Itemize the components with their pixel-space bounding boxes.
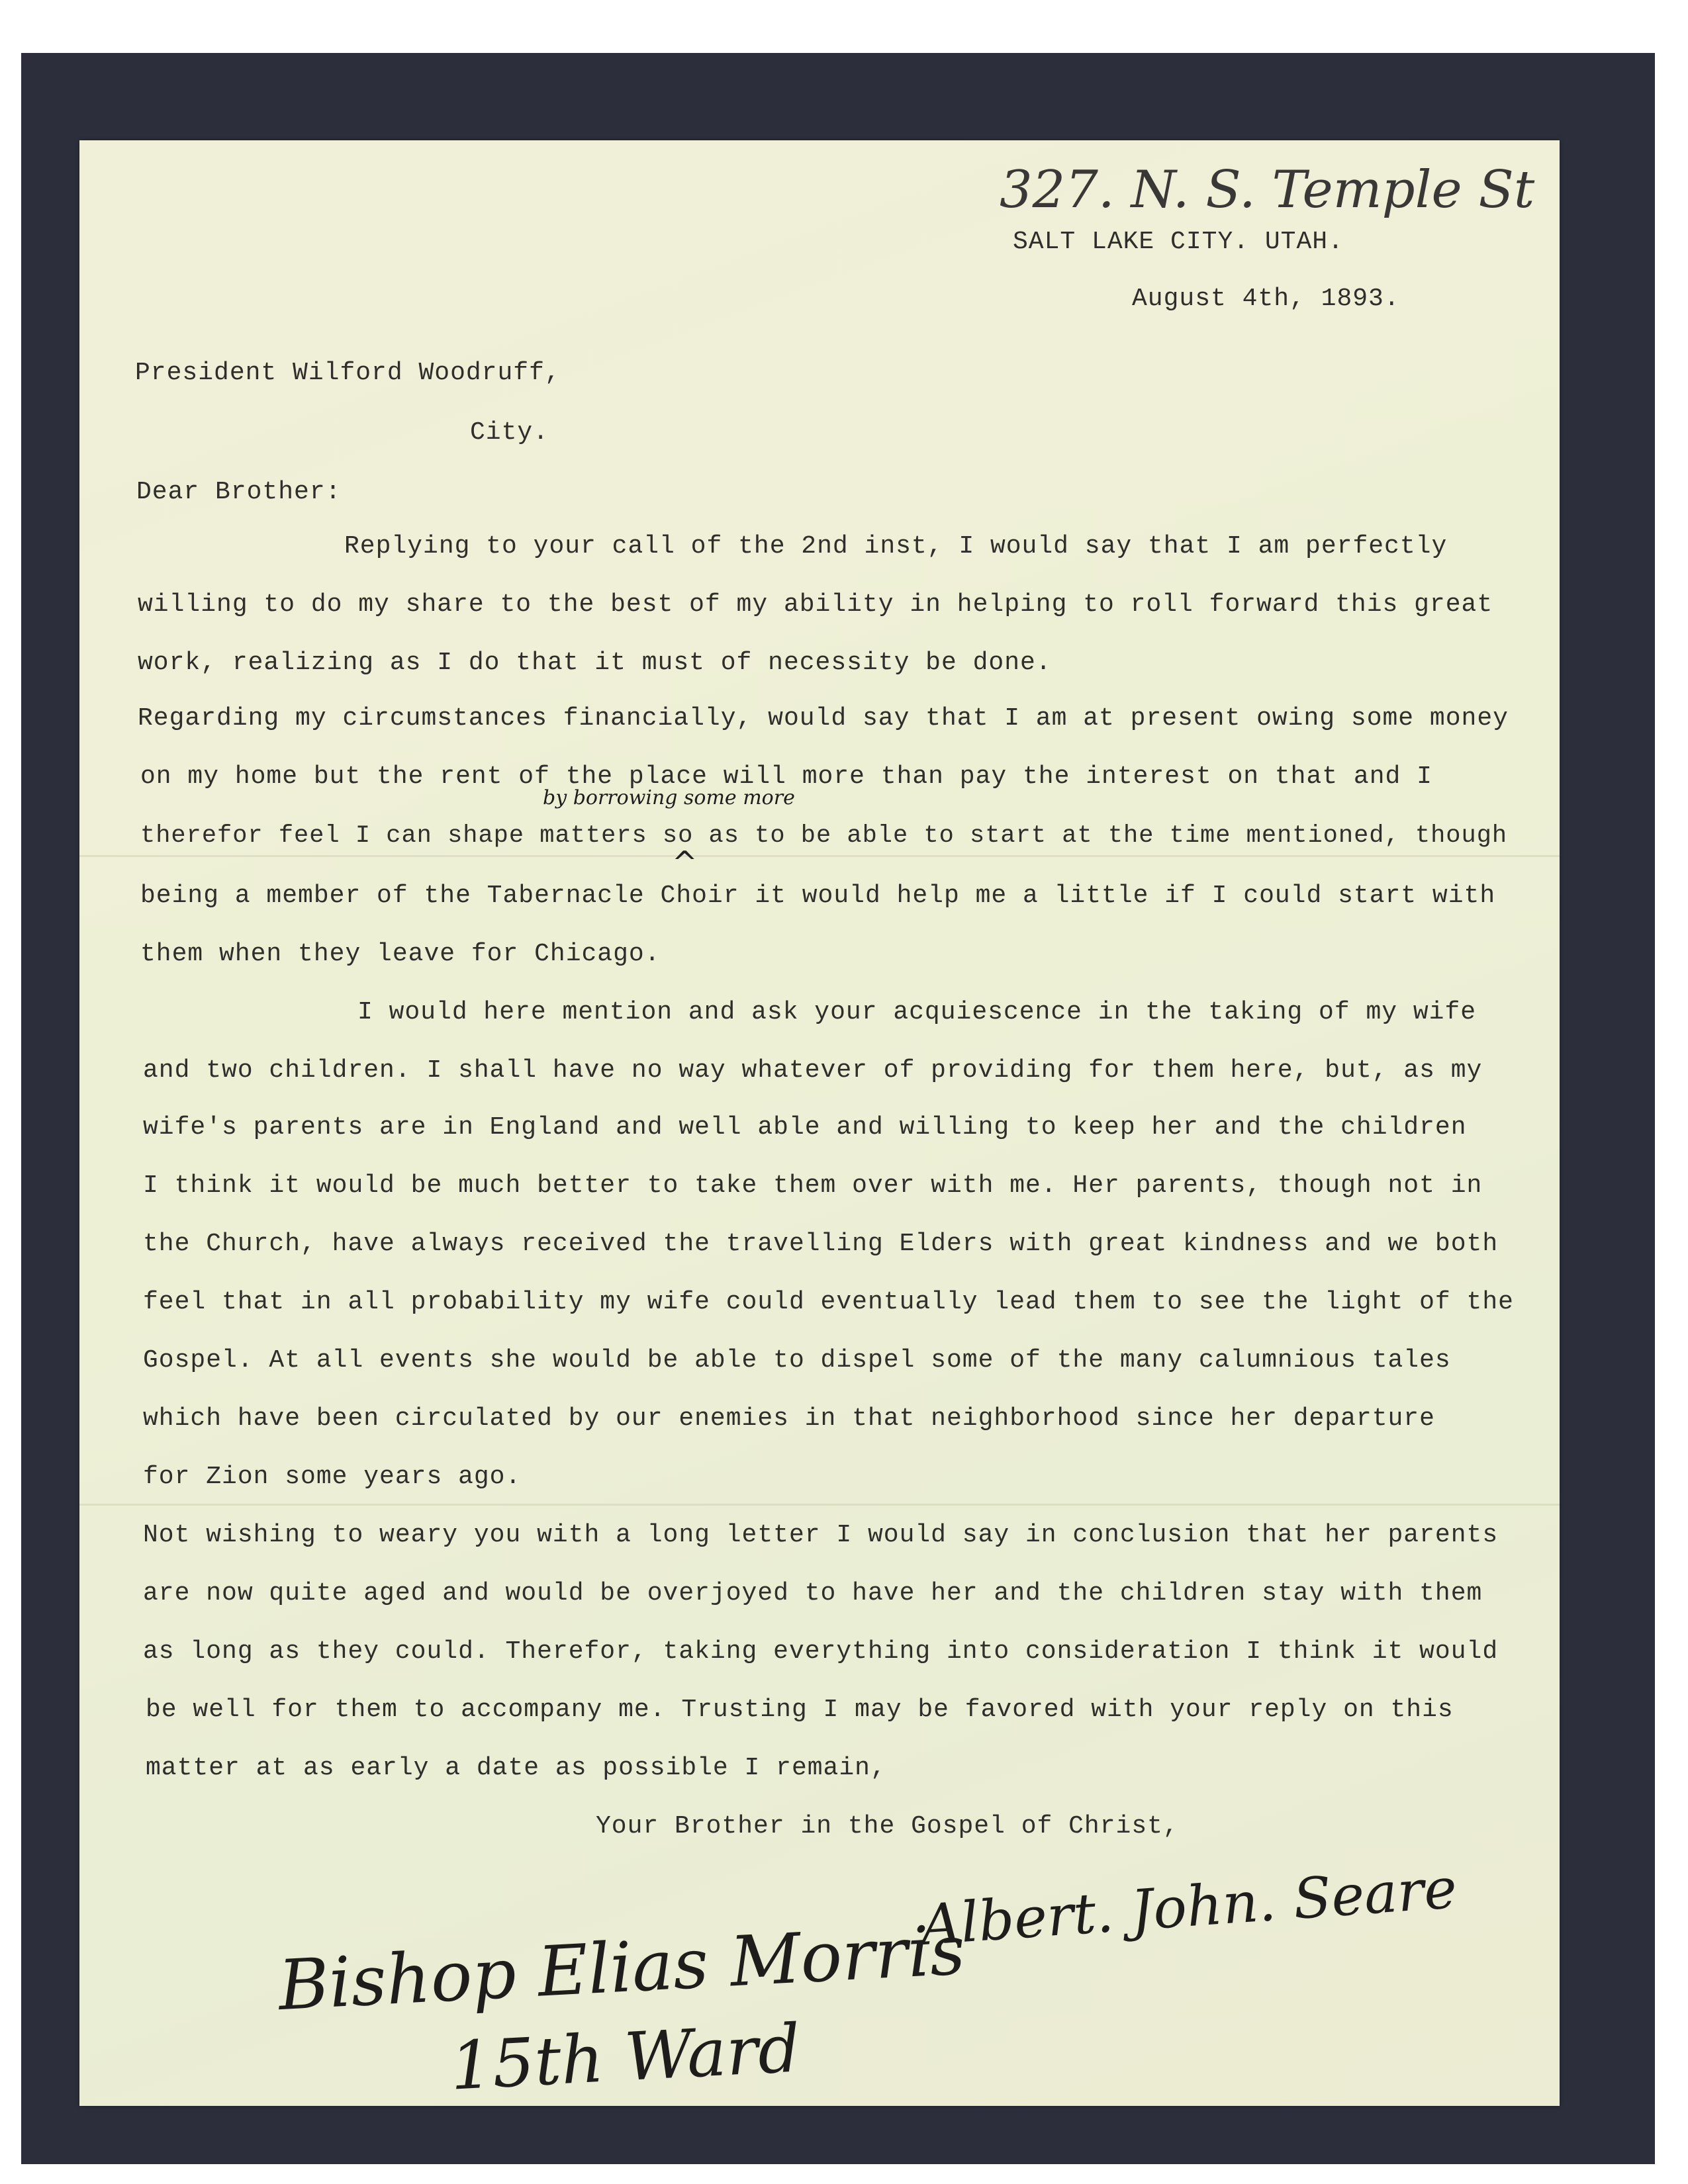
interlinear-insertion: by borrowing some more	[543, 786, 795, 809]
letterhead-city: SALT LAKE CITY. UTAH.	[1013, 228, 1344, 256]
paper-fold-line	[79, 855, 1560, 857]
body-line: wife's parents are in England and well able and willing to keep her and the children	[143, 1113, 1467, 1142]
signature: Albert. John. Seare	[918, 1855, 1459, 1958]
body-line: on my home but the rent of the place will more than pay the interest on that and I	[140, 762, 1432, 791]
insertion-caret: ^	[672, 844, 698, 880]
body-line: and two children. I shall have no way whatever of providing for them here, but, as my	[143, 1056, 1483, 1085]
body-line: Not wishing to weary you with a long letter I would say in conclusion that her parents	[143, 1521, 1499, 1549]
body-line: which have been circulated by our enemies in that neighborhood since her departure	[143, 1404, 1435, 1433]
body-line: Regarding my circumstances financially, would say that I am at present owing some money	[138, 704, 1509, 733]
body-line: be well for them to accompany me. Trusting I may be favored with your reply on this	[146, 1696, 1454, 1724]
body-line: work, realizing as I do that it must of necessity be done.	[138, 649, 1052, 677]
salutation: Dear Brother:	[136, 478, 342, 506]
body-line: for Zion some years ago.	[143, 1463, 522, 1491]
addressee-city: City.	[470, 418, 549, 447]
complimentary-close: Your Brother in the Gospel of Christ,	[596, 1812, 1179, 1841]
endorsement-bishop: Bishop Elias Morris	[276, 1909, 967, 2026]
body-line: I would here mention and ask your acquiescence in the taking of my wife	[357, 998, 1477, 1026]
body-line: the Church, have always received the travelling Elders with great kindness and we both	[143, 1230, 1499, 1258]
addressee-name: President Wilford Woodruff,	[135, 359, 561, 387]
body-line: feel that in all probability my wife could eventually lead them to see the light of the	[143, 1288, 1514, 1316]
body-line: willing to do my share to the best of my ability in helping to roll forward this great	[138, 590, 1493, 619]
body-line: being a member of the Tabernacle Choir it would help me a little if I could start with	[140, 882, 1496, 910]
handwritten-address: 327. N. S. Temple St	[1000, 160, 1535, 220]
endorsement-ward: 15th Ward	[448, 2009, 802, 2105]
body-line: therefor feel I can shape matters so as to be able to start at the time mentioned, though	[140, 822, 1508, 850]
letter-date: August 4th, 1893.	[1132, 285, 1400, 313]
body-line: matter at as early a date as possible I remain,	[146, 1754, 886, 1782]
body-line: Gospel. At all events she would be able to dispel some of the many calumnious tales	[143, 1346, 1451, 1375]
paper-fold-line	[79, 1504, 1560, 1506]
body-line: Replying to your call of the 2nd inst, I would say that I am perfectly	[344, 532, 1448, 561]
body-line: I think it would be much better to take them over with me. Her parents, though not in	[143, 1171, 1483, 1200]
body-line: as long as they could. Therefor, taking everything into consideration I think it would	[143, 1637, 1499, 1666]
body-line: are now quite aged and would be overjoyed to have her and the children stay with them	[143, 1579, 1483, 1608]
letter-page	[79, 140, 1560, 2106]
body-line: them when they leave for Chicago.	[140, 940, 661, 968]
